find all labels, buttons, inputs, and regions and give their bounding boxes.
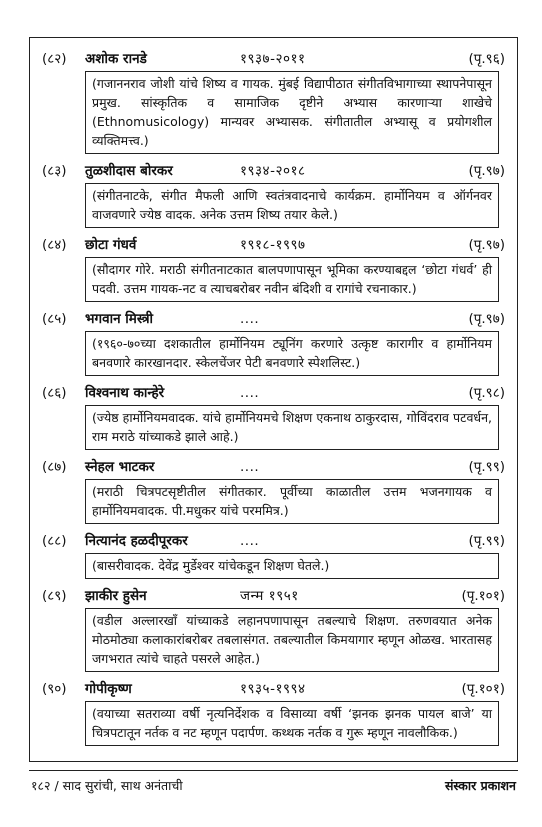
entry-name: भगवान मिस्त्री [85, 311, 154, 327]
entry-years: १९३४-२०१८ [240, 163, 306, 179]
entry-years: जन्म १९५१ [240, 588, 299, 604]
entry-description: (बासरीवादक. देवेंद्र मुर्डेश्वर यांचेकडून शिक्षण घेतले.) [85, 553, 499, 579]
list-item [30, 456, 517, 524]
entry-page-ref: (पृ.९९) [468, 459, 505, 475]
entry-years: १९३७-२०११ [240, 51, 306, 67]
entry-description: (गजाननराव जोशी यांचे शिष्य व गायक. मुंबई विद्यापीठात संगीतविभागाच्या स्थापनेपासून प्रमुख. सांस्कृतिक व सामाजिक दृष्टीने अभ्यास कारणाऱ्या शाखेचे (Ethnomusicology) मान्यवर अभ्यासक. संगीतातील अभ्यासू व प्रयोगशील व्यक्तिमत्त्व.) [85, 71, 499, 154]
entry-page-ref: (पृ.९७) [468, 163, 505, 179]
list-item [30, 678, 517, 746]
entry-name: विश्वनाथ कान्हेरे [85, 385, 165, 401]
entry-page-ref: (पृ.१०१) [461, 681, 505, 697]
entry-number: (८७) [42, 459, 67, 475]
entries-list [30, 48, 517, 752]
entry-header [30, 234, 517, 256]
entry-page-ref: (पृ.९८) [468, 385, 505, 401]
entry-page-ref: (पृ.९९) [468, 533, 505, 549]
entry-name: छोटा गंधर्व [85, 237, 137, 253]
entry-page-ref: (पृ.९७) [468, 237, 505, 253]
entry-years: .... [240, 459, 260, 475]
entry-description: (वडील अल्लारखाँ यांच्याकडे लहानपणापासून तबल्याचे शिक्षण. तरुणवयात अनेक मोठमोठ्या कलाकारांबरोबर तबलासंगत. तबल्यातील किमयागार म्हणून ओळख. भारतासह जगभरात त्यांचे चाहते पसरले आहेत.) [85, 608, 499, 672]
entry-header [30, 530, 517, 552]
entry-header [30, 456, 517, 478]
entry-name: अशोक रानडे [85, 51, 147, 67]
entry-number: (८५) [42, 311, 67, 327]
page-footer [29, 770, 518, 793]
list-item [30, 530, 517, 579]
entry-number: (८४) [42, 237, 67, 253]
footer-publisher: संस्कार प्रकाशन [444, 778, 516, 793]
list-item [30, 308, 517, 376]
entry-description: (१९६०-७०च्या दशकातील हार्मोनियम ट्यूनिंग करणारे उत्कृष्ट कारागीर व हार्मोनियम बनवणारे कारखानदार. स्केलचेंजर पेटी बनवणारे स्पेशलिस्ट.) [85, 331, 499, 376]
list-item [30, 160, 517, 228]
entry-number: (८२) [42, 51, 67, 67]
entry-name: स्नेहल भाटकर [85, 459, 155, 475]
entry-header [30, 48, 517, 70]
entry-years: १९१८-१९९७ [240, 237, 306, 253]
entry-number: (८९) [42, 588, 67, 604]
entry-header [30, 308, 517, 330]
entry-page-ref: (पृ.९६) [468, 51, 505, 67]
entry-description: (सौदागर गोरे. मराठी संगीतनाटकात बालपणापासून भूमिका करण्याबद्दल ‘छोटा गंधर्व’ ही पदवी. उत्तम गायक-नट व त्याचबरोबर नवीन बंदिशी व रागांचे रचनाकार.) [85, 257, 499, 302]
entry-header [30, 585, 517, 607]
entry-number: (९०) [42, 681, 67, 697]
entry-description: (संगीतनाटके, संगीत मैफली आणि स्वतंत्रवादनाचे कार्यक्रम. हार्मोनियम व ऑर्गनवर वाजवणारे ज्येष्ठ वादक. अनेक उत्तम शिष्य तयार केले.) [85, 183, 499, 228]
list-item [30, 234, 517, 302]
entry-header [30, 160, 517, 182]
entry-years: .... [240, 385, 260, 401]
entry-header [30, 382, 517, 404]
list-item [30, 585, 517, 672]
entries-frame [29, 37, 518, 762]
entry-description: (ज्येष्ठ हार्मोनियमवादक. यांचे हार्मोनियमचे शिक्षण एकनाथ ठाकुरदास, गोविंदराव पटवर्धन, राम मराठे यांच्याकडे झाले आहे.) [85, 405, 499, 450]
entry-description: (वयाच्या सतराव्या वर्षी नृत्यनिर्देशक व विसाव्या वर्षी ‘झनक झनक पायल बाजे’ या चित्रपटातून नर्तक व नट म्हणून पदार्पण. कथ्थक नर्तक व गुरू म्हणून नावलौकिक.) [85, 701, 499, 746]
entry-description: (मराठी चित्रपटसृष्टीतील संगीतकार. पूर्वीच्या काळातील उत्तम भजनगायक व हार्मोनियमवादक. पी.मधुकर यांचे परममित्र.) [85, 479, 499, 524]
entry-page-ref: (पृ.९७) [468, 311, 505, 327]
entry-page-ref: (पृ.१०१) [461, 588, 505, 604]
entry-name: गोपीकृष्ण [85, 681, 132, 697]
entry-number: (८६) [42, 385, 67, 401]
entry-header [30, 678, 517, 700]
entry-name: तुळशीदास बोरकर [85, 163, 173, 179]
entry-years: .... [240, 533, 260, 549]
entry-years: .... [240, 311, 260, 327]
entry-name: झाकीर हुसेन [85, 588, 147, 604]
entry-number: (८३) [42, 163, 67, 179]
list-item [30, 48, 517, 154]
entry-years: १९३५-१९९४ [240, 681, 306, 697]
footer-page-title: १८२ / साद सुरांची, साथ अनंताची [31, 778, 183, 793]
entry-number: (८८) [42, 533, 67, 549]
list-item [30, 382, 517, 450]
entry-name: नित्यानंद हळदीपूरकर [85, 533, 188, 549]
